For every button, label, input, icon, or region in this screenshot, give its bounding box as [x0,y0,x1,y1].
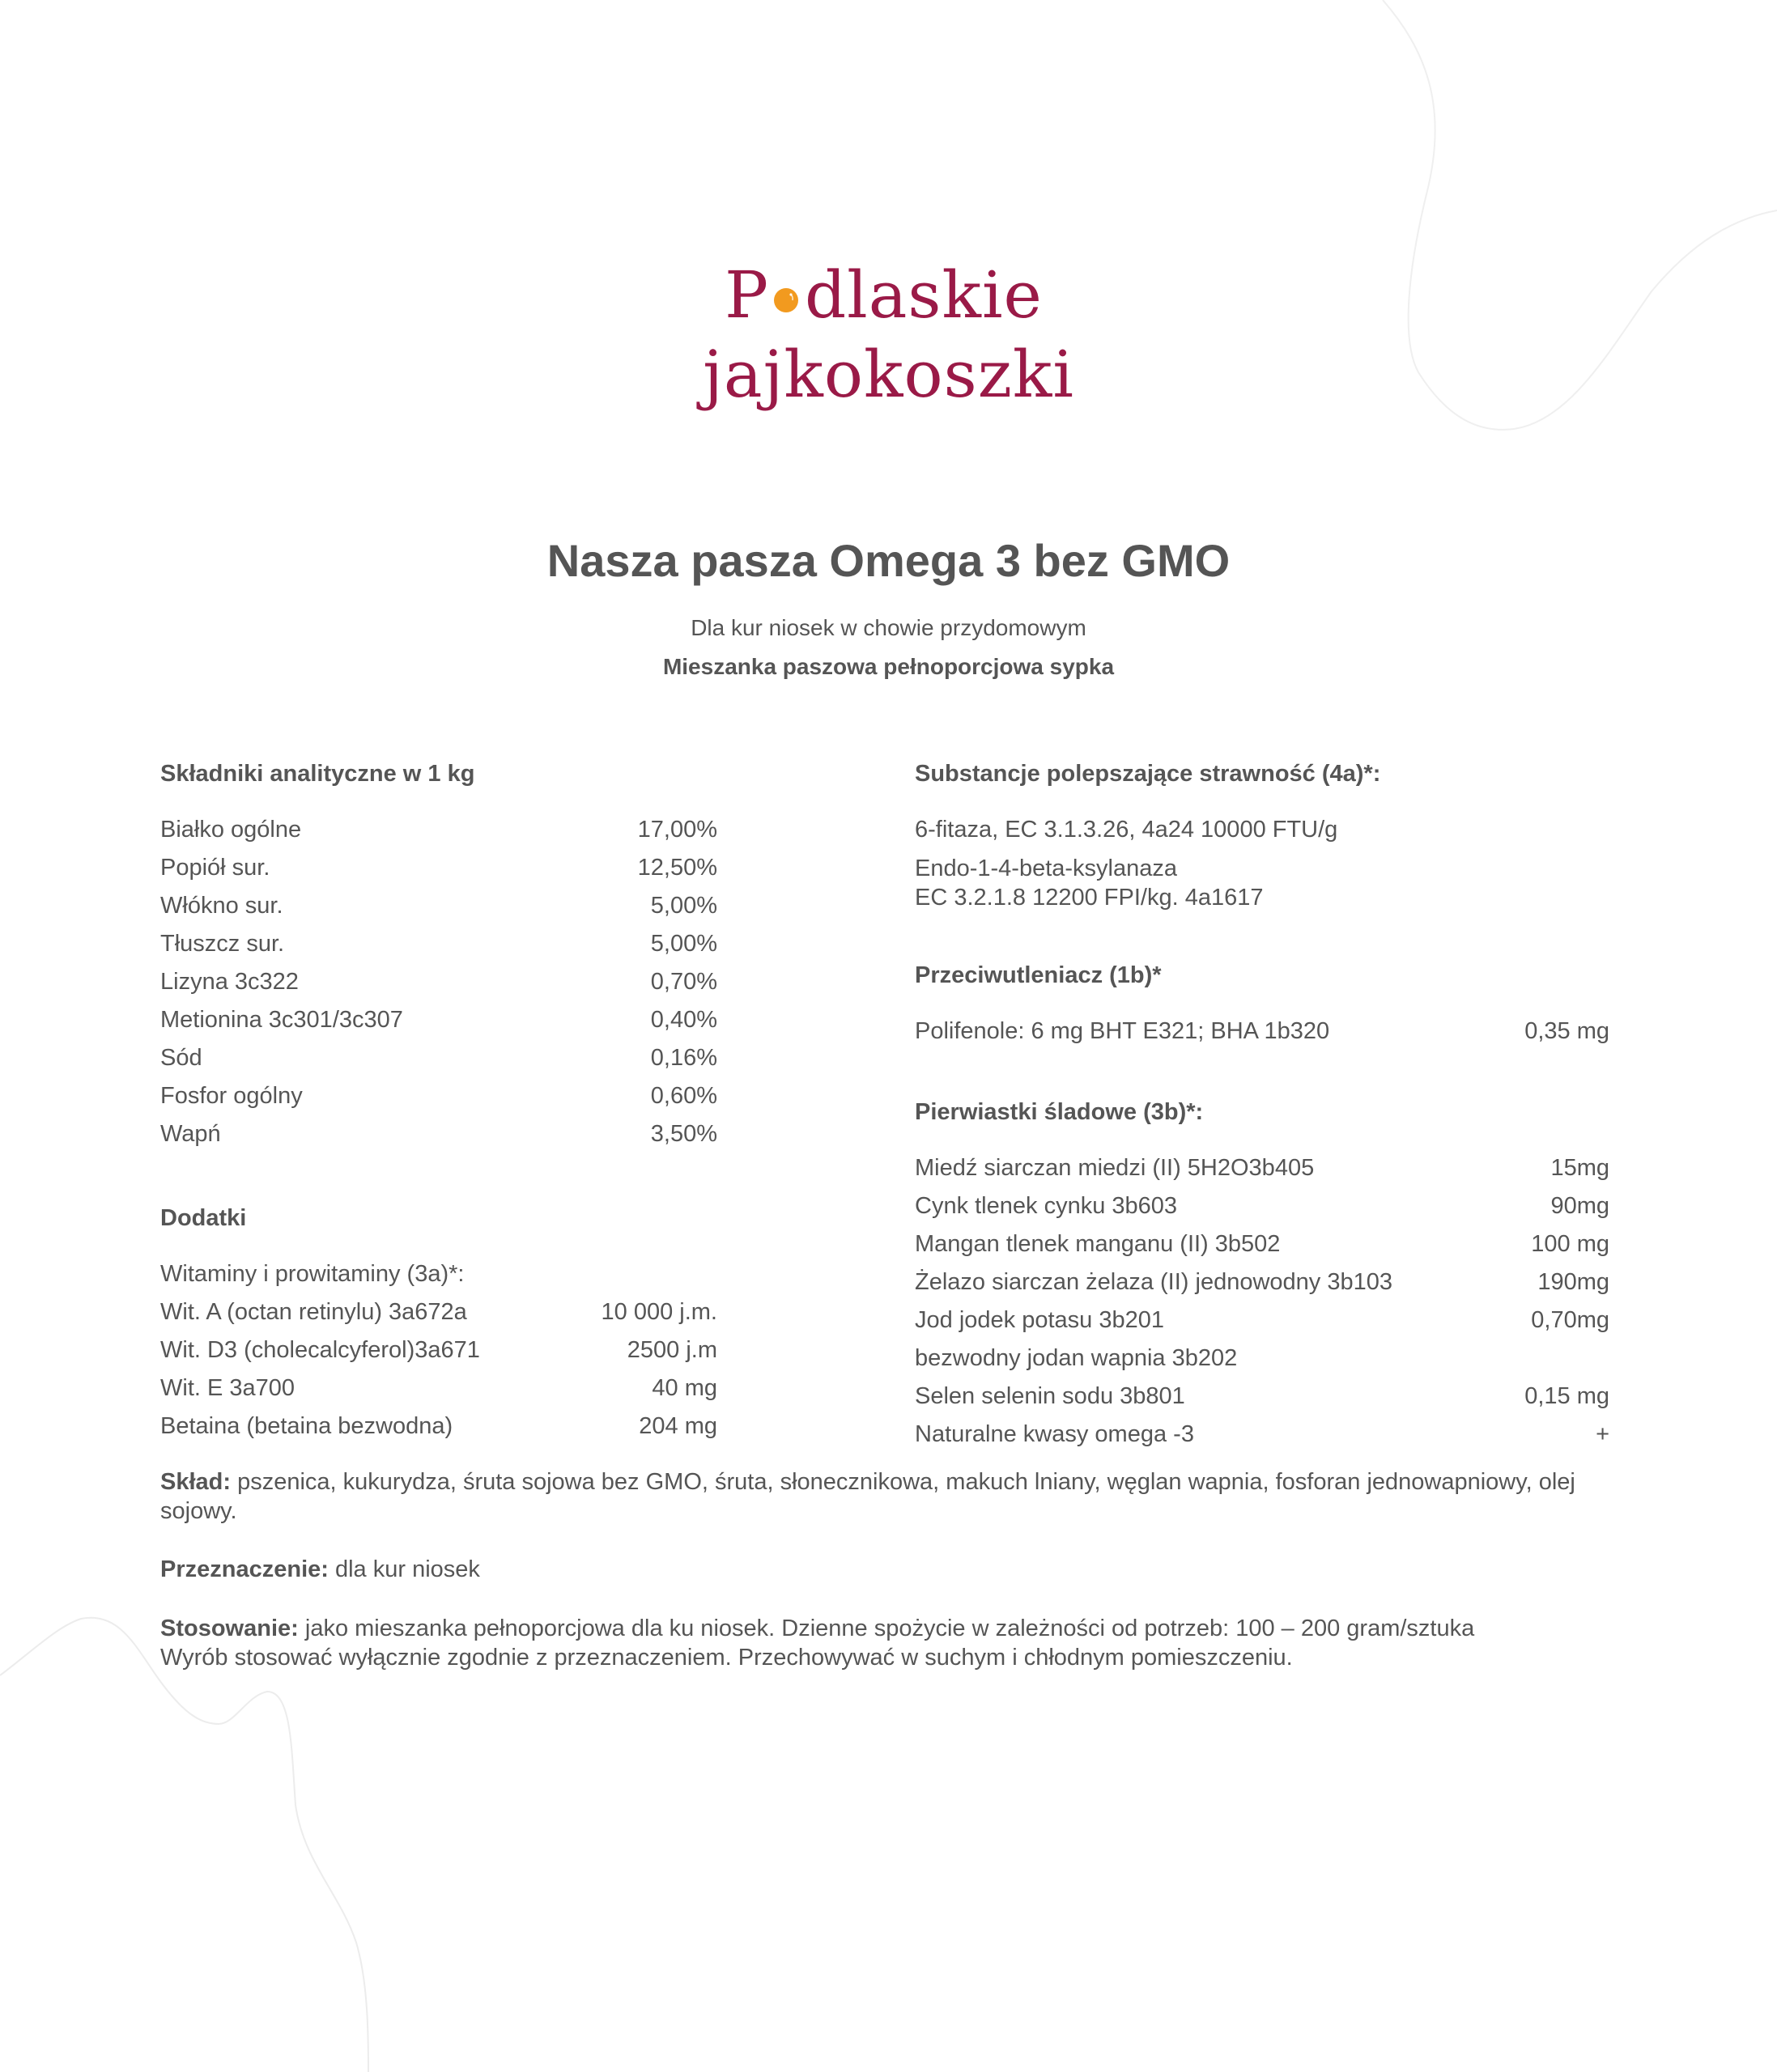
trace-element-row [915,1225,1609,1263]
additive-row [160,1255,717,1293]
analytical-heading: Składniki analityczne w 1 kg [160,761,475,787]
row-value: 17,00% [637,817,717,843]
row-label: Betaina (betaina bezwodna) [160,1413,453,1439]
composition-text: pszenica, kukurydza, śruta sojowa bez GMO, śruta, słonecznikowa, makuch lniany, węglan wapnia, fosforan jednowapniowy, olej sojowy. [160,1469,1575,1524]
digestibility-list [915,811,1609,912]
trace-element-row [915,1340,1609,1378]
page-title: Nasza pasza Omega 3 bez GMO [546,535,1231,586]
row-value: 10 000 j.m. [601,1299,717,1325]
row-label: Tłuszcz sur. [160,931,285,957]
additives-list [160,1255,717,1446]
brand-logo-line1 [0,257,1777,333]
analytical-row [160,925,717,963]
row-label: Wapń [160,1121,221,1147]
row-value: 0,70mg [1531,1307,1609,1333]
row-label: Wit. E 3a700 [160,1375,295,1401]
trace-elements-list [915,1149,1609,1454]
row-value: 3,50% [650,1121,717,1147]
row-value: 0,15 mg [1524,1383,1609,1409]
trace-elements-heading: Pierwiastki śladowe (3b)*: [915,1099,1204,1125]
row-label: Naturalne kwasy omega -3 [915,1421,1194,1447]
antioxidant-heading: Przeciwutleniacz (1b)* [915,962,1162,988]
row-value: 2500 j.m [627,1337,717,1363]
product-type: Mieszanka paszowa pełnoporcjowa sypka [662,654,1115,679]
row-label: Żelazo siarczan żelaza (II) jednowodny 3b103 [915,1269,1392,1295]
right-column [915,759,1609,1454]
analytical-row [160,1001,717,1039]
purpose-text: dla kur niosek [328,1556,480,1582]
row-label: bezwodny jodan wapnia 3b202 [915,1345,1238,1371]
analytical-list [160,811,717,1153]
analytical-row [160,963,717,1001]
row-label: Wit. D3 (cholecalcyferol)3a671 [160,1337,480,1363]
additive-row [160,1408,717,1446]
analytical-row [160,887,717,925]
row-label: Fosfor ogólny [160,1083,303,1109]
row-label: Białko ogólne [160,817,302,843]
digestibility-heading: Substancje polepszające strawność (4a)*: [915,761,1381,787]
usage-label: Stosowanie: [160,1616,299,1641]
usage-text-line2: Wyrób stosować wyłącznie zgodnie z przeznaczeniem. Przechowywać w suchym i chłodnym pomieszczeniu. [160,1645,1293,1671]
row-label: Jod jodek potasu 3b201 [915,1307,1164,1333]
trace-element-row [915,1187,1609,1225]
row-value: + [1596,1421,1609,1447]
trace-element-row [915,1149,1609,1187]
analytical-row [160,849,717,887]
row-label: Sód [160,1045,202,1071]
row-label: Wit. A (octan retinylu) 3a672a [160,1299,467,1325]
brand-name-suffix: dlaskie [804,257,1043,333]
row-label-line2: EC 3.2.1.8 12200 FPI/kg. 4a1617 [915,885,1264,911]
row-value: 90mg [1550,1193,1609,1219]
brand-name-prefix: P [725,257,769,333]
decorative-curve-bottom-left [0,1618,368,2072]
row-value: 12,50% [637,855,717,881]
row-label: Mangan tlenek manganu (II) 3b502 [915,1231,1281,1257]
trace-element-row [915,1301,1609,1340]
row-value: 0,70% [650,969,717,995]
row-value: 0,35 mg [1524,1018,1609,1044]
left-column [160,759,717,1446]
purpose-paragraph [160,1555,1618,1584]
row-label-line1: Endo-1-4-beta-ksylanaza [915,856,1178,881]
analytical-row [160,1115,717,1153]
purpose-label: Przeznaczenie: [160,1556,329,1582]
row-value: 190mg [1537,1269,1609,1295]
trace-element-row [915,1263,1609,1301]
row-label: 6-fitaza, EC 3.1.3.26, 4a24 10000 FTU/g [915,817,1338,843]
row-label: Miedź siarczan miedzi (II) 5H2O3b405 [915,1155,1315,1181]
brand-logo-line2: jajkokoszki [703,337,1074,412]
trace-element-row [915,1378,1609,1416]
row-value: 204 mg [639,1413,717,1439]
row-label: Selen selenin sodu 3b801 [915,1383,1185,1409]
additives-heading: Dodatki [160,1205,247,1231]
additive-row [160,1369,717,1408]
row-value: 0,40% [650,1007,717,1033]
page-subtitle: Dla kur niosek w chowie przydomowym [691,615,1086,640]
analytical-row [160,1077,717,1115]
digestibility-row [915,849,1609,912]
antioxidant-list [915,1013,1609,1051]
additive-row [160,1293,717,1331]
row-label: Lizyna 3c322 [160,969,299,995]
composition-label: Skład: [160,1469,232,1495]
digestibility-row [915,811,1609,849]
brand-logo [0,257,1777,412]
trace-element-row [915,1416,1609,1454]
row-value: 5,00% [650,893,717,919]
analytical-row [160,1039,717,1077]
additive-row [160,1331,717,1369]
usage-paragraph [160,1614,1618,1672]
egg-icon [772,287,800,314]
usage-text-line1: jako mieszanka pełnoporcjowa dla ku niosek. Dzienne spożycie w zależności od potrzeb: 100 – 200 gram/sztuka [298,1616,1475,1641]
composition-paragraph [160,1467,1618,1526]
row-label: Popiół sur. [160,855,270,881]
antioxidant-row [915,1013,1609,1051]
row-label: Cynk tlenek cynku 3b603 [915,1193,1178,1219]
row-value: 0,60% [650,1083,717,1109]
row-label: Polifenole: 6 mg BHT E321; BHA 1b320 [915,1018,1330,1044]
analytical-row [160,811,717,849]
row-value: 100 mg [1531,1231,1609,1257]
row-label: Metionina 3c301/3c307 [160,1007,403,1033]
row-value: 0,16% [650,1045,717,1071]
row-value: 15mg [1550,1155,1609,1181]
row-value: 5,00% [650,931,717,957]
row-label: Włókno sur. [160,893,283,919]
row-label: Witaminy i prowitaminy (3a)*: [160,1261,465,1287]
row-value: 40 mg [652,1375,717,1401]
